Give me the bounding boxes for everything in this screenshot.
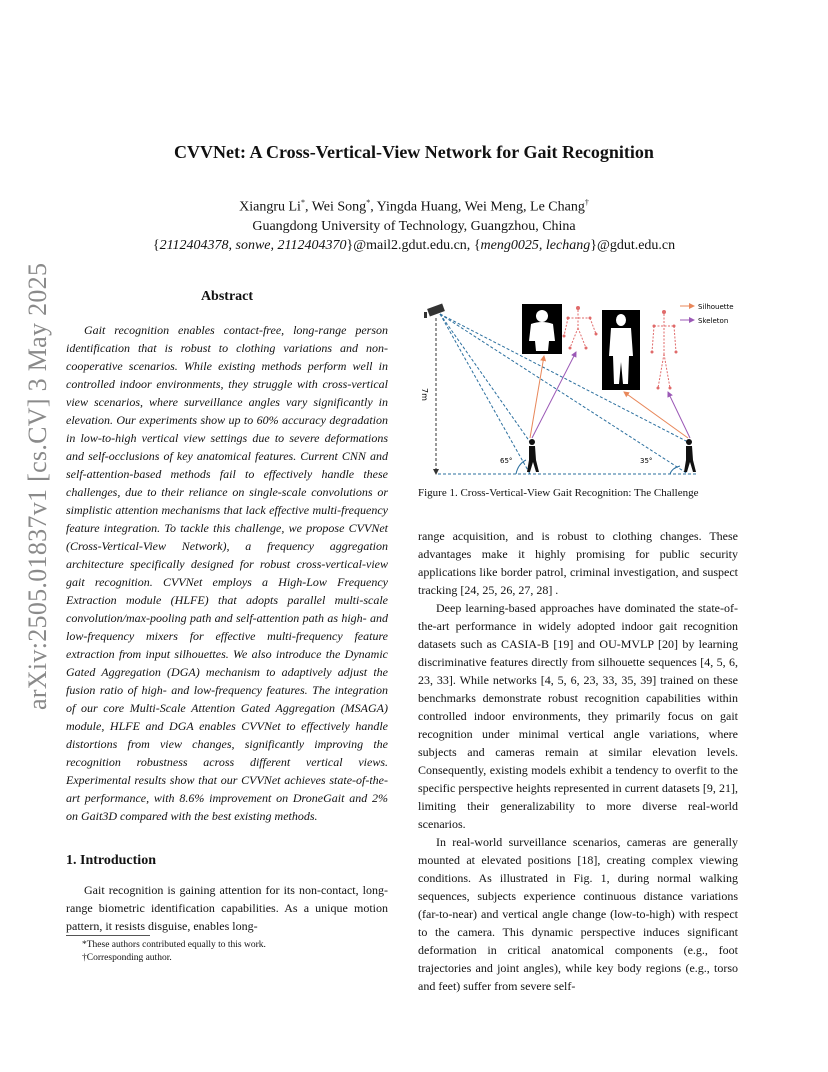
sightline-far — [440, 314, 688, 442]
figure-legend — [680, 303, 734, 325]
right-column-body — [418, 527, 738, 995]
footnote-rule — [66, 935, 150, 936]
angle-arc-near — [516, 460, 526, 474]
author-name: , Yingda Huang, Wei Meng, Le Chang — [370, 199, 585, 215]
figure-1 — [418, 296, 738, 478]
section-heading-introduction: 1. Introduction — [66, 853, 156, 868]
author-name: Xiangru Li — [239, 199, 301, 215]
email-domain-1: @mail2.gdut.edu.cn, — [353, 237, 474, 253]
gait-view-diagram — [418, 296, 738, 478]
sightline-far-ground — [440, 314, 688, 474]
sightline-near-ground — [440, 314, 530, 474]
introduction-text: Gait recognition is gaining attention for its non-contact, long-range biometric identification capabilities. As a unique motion pattern, it resists disguise, enables long- — [66, 883, 388, 933]
silhouette-near — [522, 304, 562, 354]
skeleton-near-joints — [563, 306, 598, 350]
abstract-text: Gait recognition enables contact-free, long-range person identification that is robust to clothing variations and non-cooperative scenarios. While existing methods perform well in controlled indoor environments, they struggle with cross-vertical view scenarios, where surveillance angles vary significantly in elevation. Our experiments show up to 60% accuracy degradation in low-to-high vertical view settings due to severe deformations and self-occlusions of key anatomical features. Current CNN and self-attention-based methods fail to effectively handle these challenges, due to their reliance on single-scale convolutions or simplistic attention mechanisms that lack effective multi-frequency feature integration. To tackle this challenge, we propose CVVNet (Cross-Vertical-View Network), a frequency aggregation architecture specifically designed for robust cross-vertical-view gait recognition. CVVNet employs a High-Low Frequency Extraction module (HLFE) that adopts parallel multi-scale convolution/max-pooling path and self-attention path as high- and low-frequency mixers for effective multi-frequency feature extraction from input silhouettes. We also introduce the Dynamic Gated Aggregation (DGA) mechanism to adaptively adjust the fusion ratio of high- and low-frequency features. The integration of our core Multi-Scale Attention Gated Aggregation (MSAGA) module, HLFE and DGA enables CVVNet to effectively handle distortions from view changes, significantly improving the recognition robustness across different vertical views. Experimental results show that our CVVNet achieves state-of-the-art performance, with 8.6% improvement on DroneGait and 2% on Gait3D compared with the best existing methods. — [66, 323, 388, 823]
arrow-far-silhouette — [624, 392, 688, 438]
corresponding-author-mark: † — [584, 198, 589, 207]
equal-contribution-mark: * — [366, 198, 371, 207]
angle-arc-far — [670, 466, 680, 474]
email-users-2: meng0025, lechang — [480, 237, 591, 253]
angle-label-near: 65° — [500, 457, 513, 465]
introduction-body — [66, 881, 388, 935]
walker-near-icon — [527, 439, 539, 472]
walker-far-icon — [684, 439, 696, 472]
angle-label-far: 35° — [640, 457, 653, 465]
paragraph-3: In real-world surveillance scenarios, cameras are generally mounted at elevated positions [18], creating complex viewing conditions. As illustrated in Fig. 1, during normal walking sequences, subjects experience continuous distance variations (far-to-near) and vertical angle change (low-to-high) with respect to the camera. This dynamic perspective induces significant deformation in critical anatomical components (e.g., foot trajectories and joint angles), while key body regions (e.g., torso and feet) suffer from severe self- — [418, 835, 738, 993]
footnote-equal-contribution: *These authors contributed equally to this work. — [82, 940, 266, 950]
figure-caption: Figure 1. Cross-Vertical-View Gait Recognition: The Challenge — [418, 487, 699, 499]
skeleton-far — [652, 314, 676, 388]
footnotes — [66, 939, 388, 965]
affiliation: Guangdong University of Technology, Guangzhou, China — [252, 218, 576, 234]
author-name: , Wei Song — [304, 199, 367, 215]
author-block — [60, 193, 768, 255]
height-label: 7m — [420, 388, 429, 401]
arxiv-stamp: arXiv:2505.01837v1 [cs.CV] 3 May 2025 — [23, 262, 52, 710]
email-users-1: 2112404378, sonwe, 2112404370 — [159, 237, 347, 253]
email-domain-2: @gdut.edu.cn — [596, 237, 676, 253]
paper-title: CVVNet: A Cross-Vertical-View Network for Gait Recognition — [174, 142, 654, 162]
abstract-heading: Abstract — [200, 289, 254, 304]
equal-contribution-mark: * — [300, 198, 305, 207]
paragraph-1: range acquisition, and is robust to clothing changes. These advantages make it highly promising for public security applications like border patrol, criminal investigation, and suspect tracking [24, 25, 26, 27, 28] . — [418, 529, 738, 597]
author-names — [60, 193, 768, 217]
silhouette-far — [602, 310, 640, 390]
footnote-corresponding: †Corresponding author. — [82, 953, 172, 963]
arrow-near-silhouette — [530, 356, 544, 438]
legend-silhouette-label: Silhouette — [698, 303, 734, 311]
legend-skeleton-label: Skeleton — [698, 317, 729, 325]
skeleton-near — [564, 310, 596, 348]
author-emails: {2112404378, sonwe, 2112404370}@mail2.gdut.edu.cn, {meng0025, lechang}@gdut.edu.cn — [152, 237, 676, 253]
sightline-near — [440, 314, 530, 442]
paragraph-2: Deep learning-based approaches have dominated the state-of-the-art performance in widely adopted indoor gait recognition datasets such as CASIA-B [19] and OU-MVLP [20] by learning discriminative features directly from silhouette sequences [4, 5, 6, 23, 33]. While networks [4, 5, 6, 23, 33, 35, 39] trained on these benchmarks demonstrate robust recognition capabilities within controlled indoor environments, they primarily focus on gait recognition under minimal vertical angle variations, where subjects and cameras remain at similar elevation levels. Consequently, existing models exhibit a tendency to overfit to the specific perspective heights represented in current datasets [9, 21], limiting their generalizability to more diverse real-world scenarios. — [418, 601, 738, 831]
abstract-body — [66, 321, 388, 825]
